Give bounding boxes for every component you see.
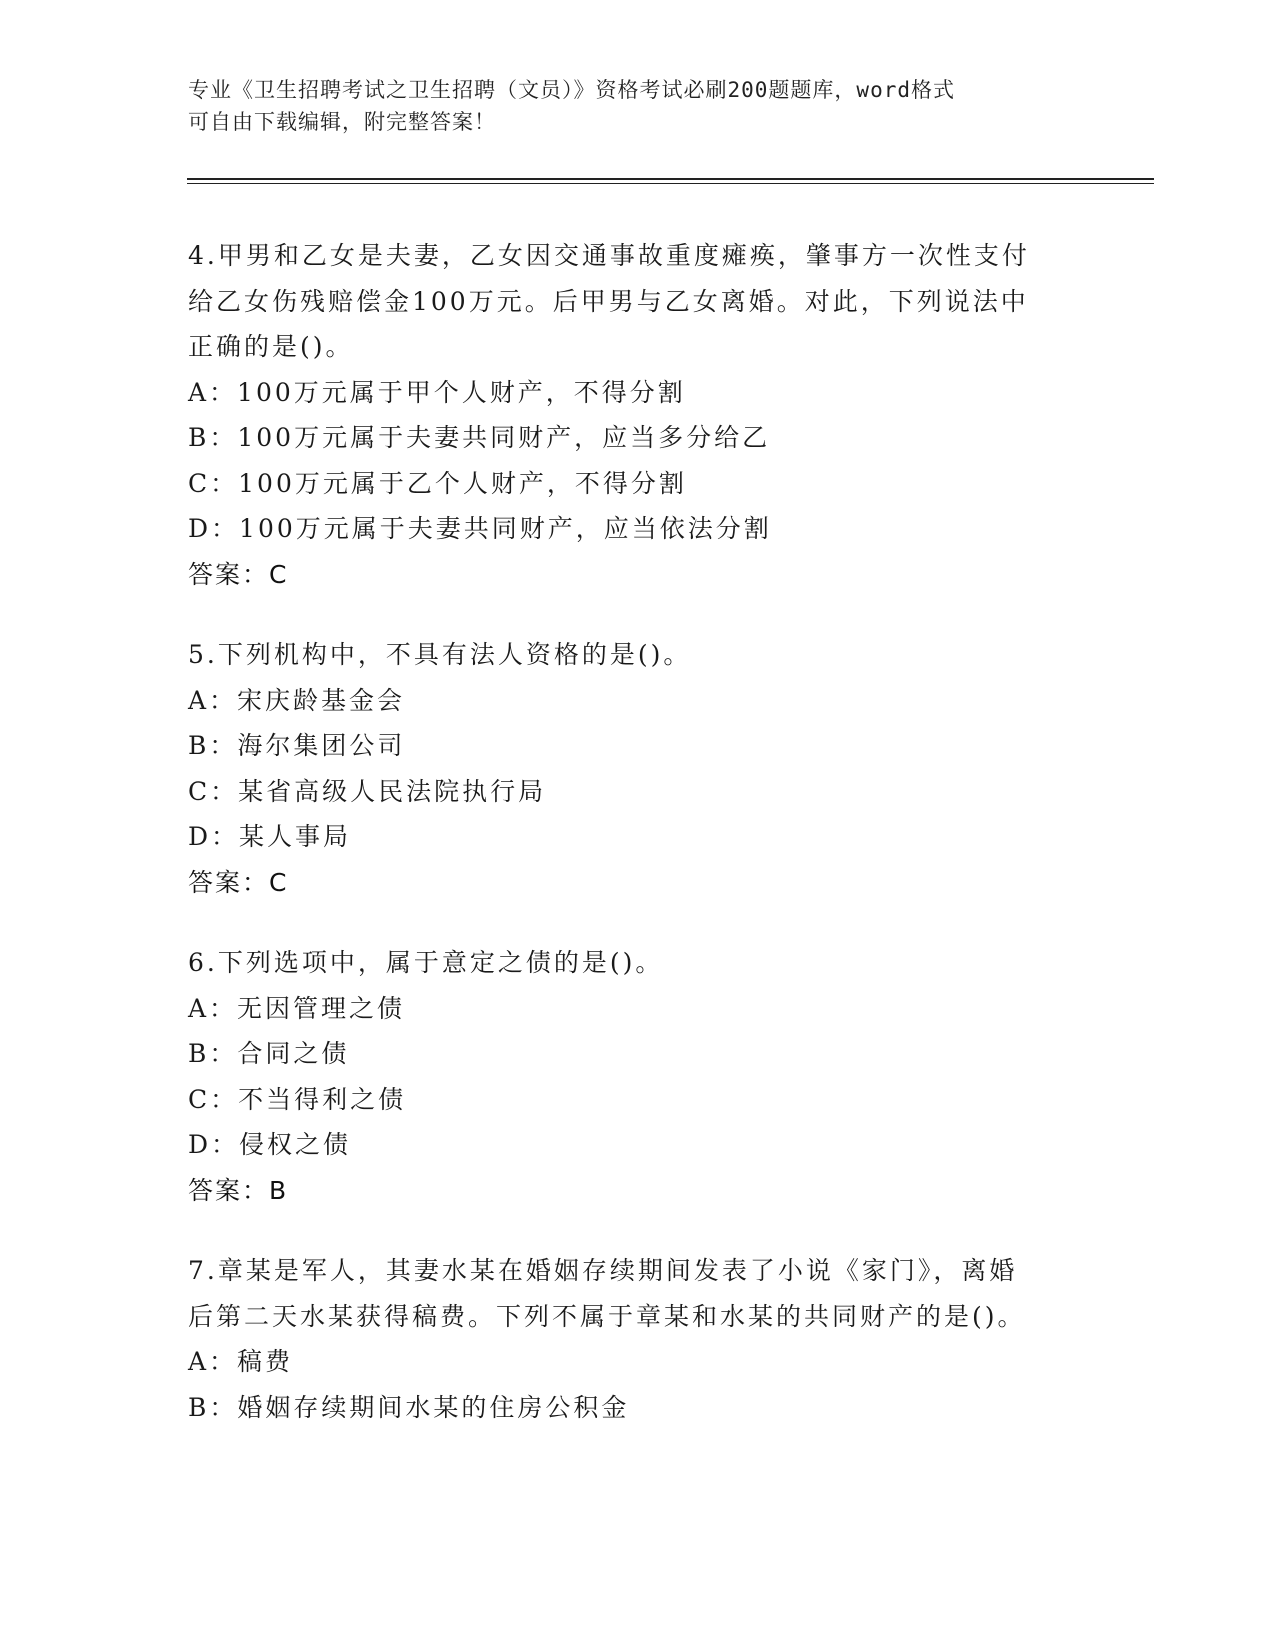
option-d: D：某人事局 [188,822,352,851]
question-text: 6.下列选项中，属于意定之债的是()。 [188,948,664,977]
option-a: A：100万元属于甲个人财产，不得分割 [188,377,686,407]
question-text: 4.甲男和乙女是夫妻，乙女因交通事故重度瘫痪，肇事方一次性支付 [188,241,1030,270]
option-b: B：合同之债 [188,1039,350,1068]
option-b: B：海尔集团公司 [188,731,406,760]
answer: 答案：B [188,1175,289,1205]
question-list [188,233,1088,1465]
question-4 [188,233,1088,597]
question-text: 后第二天水某获得稿费。下列不属于章某和水某的共同财产的是()。 [188,1301,1026,1331]
answer: 答案：C [188,867,289,897]
question-text: 正确的是()。 [188,332,354,361]
question-7 [188,1248,1088,1430]
option-a: A：宋庆龄基金会 [188,685,406,715]
option-c: C：某省高级人民法院执行局 [188,776,547,806]
document-header [188,74,1068,138]
header-rule-top [187,178,1154,180]
header-rule-bottom [187,183,1154,184]
question-text: 5.下列机构中，不具有法人资格的是()。 [188,640,692,669]
option-d: D：100万元属于夫妻共同财产，应当依法分割 [188,514,772,543]
option-c: C：不当得利之债 [188,1084,407,1114]
option-b: B：100万元属于夫妻共同财产，应当多分给乙 [188,423,771,452]
option-a: A：无因管理之债 [188,993,406,1023]
answer: 答案：C [188,559,289,589]
header-line-1: 专业《卫生招聘考试之卫生招聘（文员）》资格考试必刷200题题库，word格式 [188,78,955,102]
header-line-2: 可自由下载编辑，附完整答案！ [188,110,496,134]
question-5 [188,632,1088,905]
question-text: 7.章某是军人，其妻水某在婚姻存续期间发表了小说《家门》，离婚 [188,1256,1018,1285]
question-6 [188,940,1088,1213]
option-a: A：稿费 [188,1347,294,1376]
question-text: 给乙女伤残赔偿金100万元。后甲男与乙女离婚。对此，下列说法中 [188,286,1029,316]
option-c: C：100万元属于乙个人财产，不得分割 [188,468,687,498]
option-b: B：婚姻存续期间水某的住房公积金 [188,1392,630,1422]
option-d: D：侵权之债 [188,1130,352,1159]
